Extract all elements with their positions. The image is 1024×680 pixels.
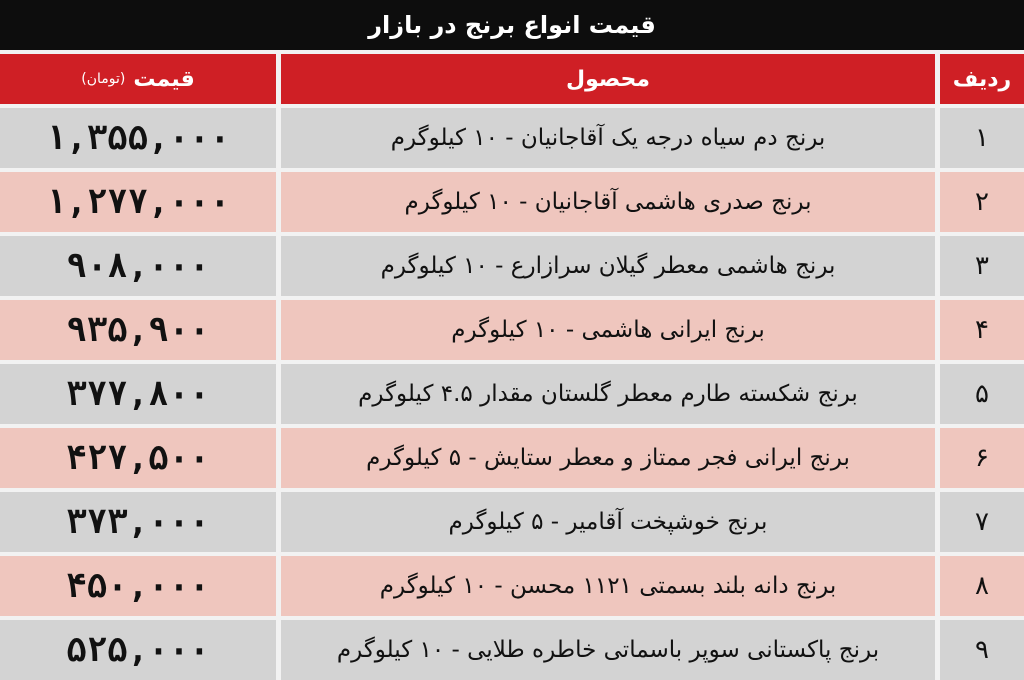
header-price <box>0 54 276 104</box>
index-cell: ۲ <box>940 172 1024 232</box>
index-cell: ۵ <box>940 364 1024 424</box>
header-product: محصول <box>281 54 935 104</box>
product-cell: برنج دم سیاه درجه یک آقاجانیان - ۱۰ کیلوگرم <box>281 108 935 168</box>
product-cell: برنج ایرانی فجر ممتاز و معطر ستایش - ۵ کیلوگرم <box>281 428 935 488</box>
page-title: قیمت انواع برنج در بازار <box>0 0 1024 50</box>
table-row <box>0 428 1024 488</box>
table-row <box>0 172 1024 232</box>
table-row <box>0 300 1024 360</box>
table-row <box>0 108 1024 168</box>
index-cell: ۳ <box>940 236 1024 296</box>
product-cell: برنج ایرانی هاشمی - ۱۰ کیلوگرم <box>281 300 935 360</box>
price-cell: ۴۵۰,۰۰۰ <box>0 556 276 616</box>
product-cell: برنج شکسته طارم معطر گلستان مقدار ۴.۵ کیلوگرم <box>281 364 935 424</box>
product-cell: برنج هاشمی معطر گیلان سرازارع - ۱۰ کیلوگرم <box>281 236 935 296</box>
price-cell: ۱,۳۵۵,۰۰۰ <box>0 108 276 168</box>
index-cell: ۶ <box>940 428 1024 488</box>
product-cell: برنج خوشپخت آقامیر - ۵ کیلوگرم <box>281 492 935 552</box>
price-cell: ۹۰۸,۰۰۰ <box>0 236 276 296</box>
index-cell: ۱ <box>940 108 1024 168</box>
index-cell: ۸ <box>940 556 1024 616</box>
index-cell: ۷ <box>940 492 1024 552</box>
price-cell: ۹۳۵,۹۰۰ <box>0 300 276 360</box>
index-cell: ۹ <box>940 620 1024 680</box>
price-table <box>0 50 1024 680</box>
product-cell: برنج پاکستانی سوپر باسماتی خاطره طلایی - ۱۰ کیلوگرم <box>281 620 935 680</box>
table-row <box>0 556 1024 616</box>
price-cell: ۱,۲۷۷,۰۰۰ <box>0 172 276 232</box>
table-header <box>0 54 1024 104</box>
table-row <box>0 492 1024 552</box>
product-cell: برنج صدری هاشمی آقاجانیان - ۱۰ کیلوگرم <box>281 172 935 232</box>
header-price-label: قیمت <box>133 66 195 92</box>
price-cell: ۵۲۵,۰۰۰ <box>0 620 276 680</box>
table-row <box>0 236 1024 296</box>
header-index: ردیف <box>940 54 1024 104</box>
table-row <box>0 364 1024 424</box>
header-price-unit: (تومان) <box>81 71 126 87</box>
table-row <box>0 620 1024 680</box>
price-cell: ۴۲۷,۵۰۰ <box>0 428 276 488</box>
price-cell: ۳۷۳,۰۰۰ <box>0 492 276 552</box>
product-cell: برنج دانه بلند بسمتی ۱۱۲۱ محسن - ۱۰ کیلوگرم <box>281 556 935 616</box>
price-cell: ۳۷۷,۸۰۰ <box>0 364 276 424</box>
index-cell: ۴ <box>940 300 1024 360</box>
